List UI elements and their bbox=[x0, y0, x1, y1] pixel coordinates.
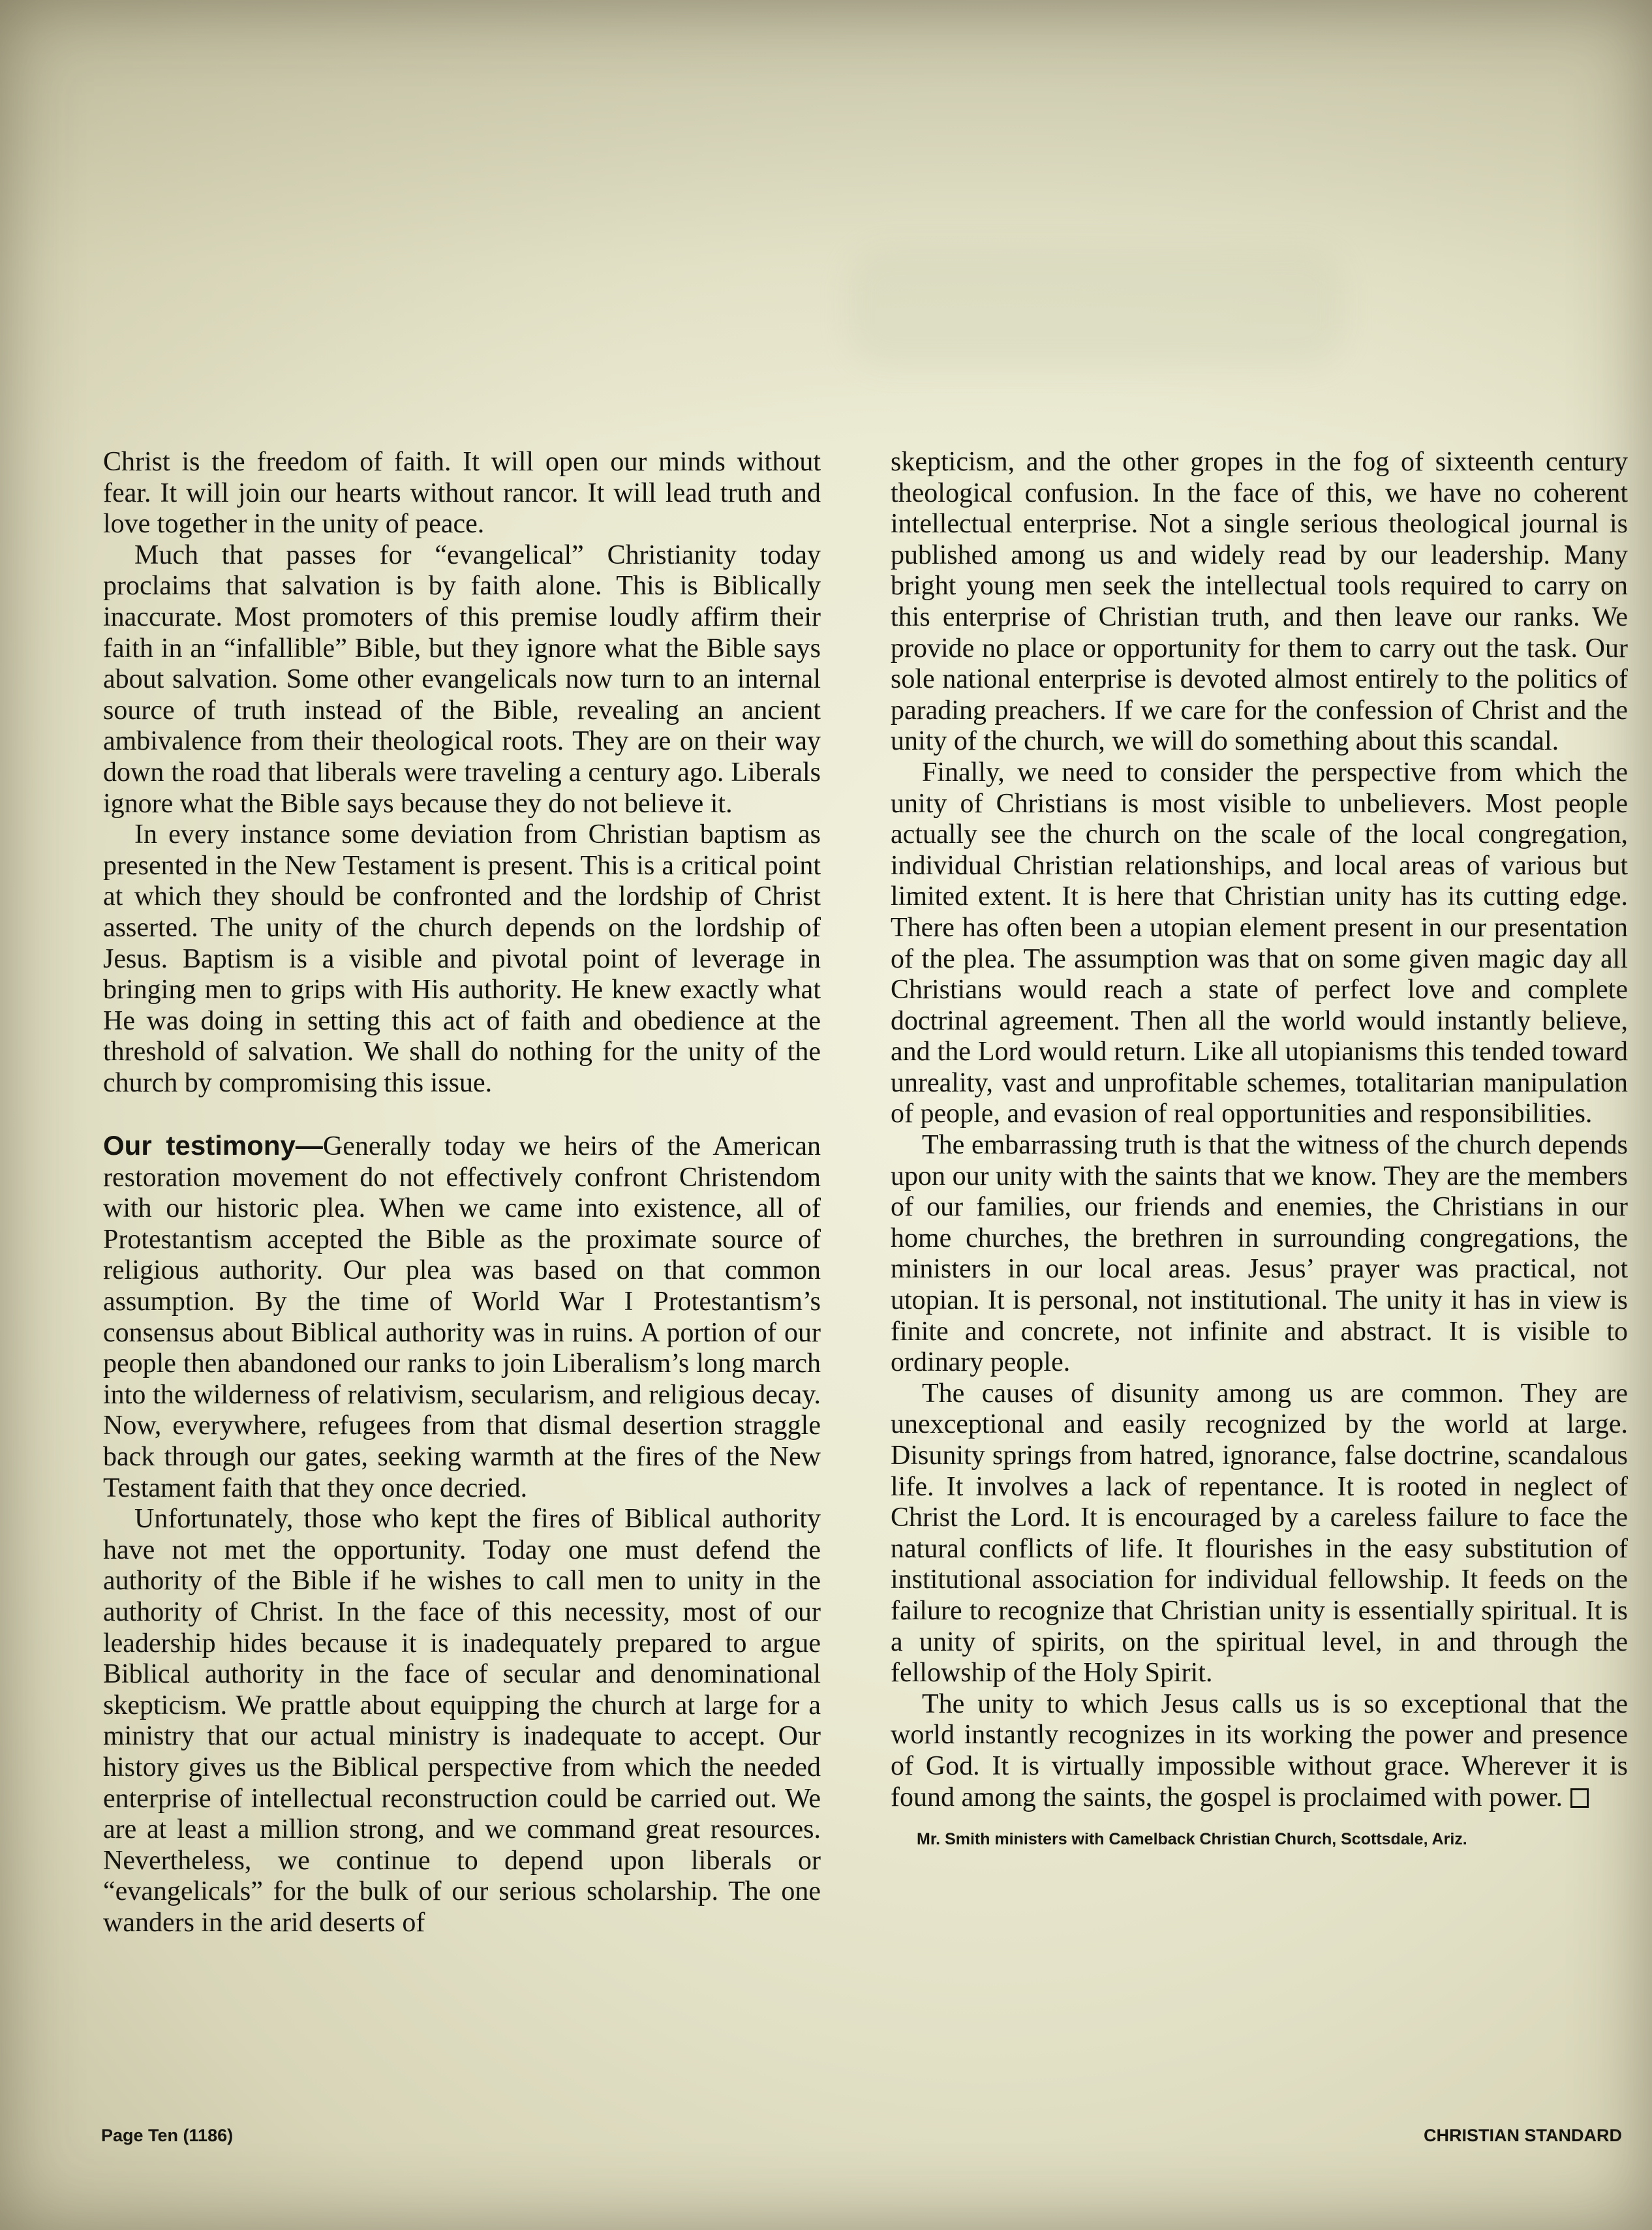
page-label: Page Ten (1186) bbox=[101, 2126, 234, 2145]
publication-name: CHRISTIAN STANDARD bbox=[1424, 2126, 1622, 2145]
paragraph: The embarrassing truth is that the witness of the church depends upon our unity with the saints that we know. They are the members of our families, our friends and enemies, the Christians in our home churches, the brethren in surrounding congregations, the ministers in our local areas. Jesus’ prayer was practical, not utopian. It is personal, not institutional. The unity it has in view is finite and concrete, not infinite and abstract. It is visible to ordinary people. bbox=[891, 1130, 1628, 1378]
section-paragraph bbox=[103, 1130, 821, 1504]
paragraph: In every instance some deviation from Christian baptism as presented in the New Testament is present. This is a critical point at which they should be confronted and the lordship of Christ asserted. The unity of the church depends on the lordship of Jesus. Baptism is a visible and pivotal point of leverage in bringing men to grips with His authority. He knew exactly what He was doing in setting this act of faith and obedience at the threshold of salvation. We shall do nothing for the unity of the church by compromising this issue. bbox=[103, 819, 821, 1098]
right-column bbox=[891, 447, 1628, 1850]
author-bio: Mr. Smith ministers with Camelback Christian Church, Scottsdale, Ariz. bbox=[917, 1830, 1467, 1849]
left-column bbox=[103, 447, 821, 1939]
paragraph: Unfortunately, those who kept the fires of Biblical authority have not met the opportunity. Today one must defend the authority of the Bible if he wishes to call men to unity in the authority of Christ. In the face of this necessity, most of our leadership hides because it is inadequately prepared to argue Biblical authority in the face of secular and denominational skepticism. We prattle about equipping the church at large for a ministry that our actual ministry is inadequate to accept. Our history gives us the Biblical perspective from which the needed enterprise of intellectual reconstruction could be carried out. We are at least a million strong, and we command great resources. Nevertheless, we continue to depend upon liberals or “evangelicals” for the bulk of our serious scholarship. The one wanders in the arid deserts of bbox=[103, 1504, 821, 1938]
paragraph: The causes of disunity among us are common. They are unexceptional and easily recognized by the world at large. Disunity springs from hatred, ignorance, false doctrine, scandalous life. It involves a lack of repentance. It is rooted in neglect of Christ the Lord. It is encouraged by a careless failure to face the natural conflicts of life. It flourishes in the easy substitution of institutional association for individual fellowship. It feeds on the failure to recognize that Christian unity is essentially spiritual. It is a unity of spirits, on the spiritual level, in and through the fellowship of the Holy Spirit. bbox=[891, 1378, 1628, 1688]
section-body: Generally today we heirs of the American restoration movement do not effectively confront Christendom with our historic plea. When we came into existence, all of Protestantism accepted the Bible as the proximate source of religious authority. Our plea was based on that common assumption. By the time of World War I Protestantism’s consensus about Biblical authority was in ruins. A portion of our people then abandoned our ranks to join Liberalism’s long march into the wilderness of relativism, secularism, and religious decay. Now, everywhere, refugees from that dismal desertion straggle back through our gates, seeking warmth at the fires of the New Testament faith that they once decried. bbox=[103, 1131, 821, 1503]
paragraph: Much that passes for “evangelical” Christianity today proclaims that salvation is by faith alone. This is Biblically inaccurate. Most promoters of this premise loudly affirm their faith in an “infallible” Bible, but they ignore what the Bible says about salvation. Some other evangelicals now turn to an internal source of truth instead of the Bible, revealing an ancient ambivalence from their theological roots. They are on their way down the road that liberals were traveling a century ago. Liberals ignore what the Bible says because they do not believe it. bbox=[103, 540, 821, 819]
final-paragraph bbox=[891, 1689, 1628, 1813]
paragraph: Christ is the freedom of faith. It will open our minds without fear. It will join our hearts without rancor. It will lead truth and love together in the unity of peace. bbox=[103, 447, 821, 540]
end-mark-icon bbox=[1570, 1788, 1589, 1808]
paragraph: Finally, we need to consider the perspective from which the unity of Christians is most visible to unbelievers. Most people actually see the church on the scale of the local congregation, individual Christian relationships, and local areas of various but limited extent. It is here that Christian unity has its cutting edge. There has often been a utopian element present in our presentation of the plea. The assumption was that on some given magic day all Christians would reach a state of perfect love and complete doctrinal agreement. Then all the world would instantly believe, and the Lord would return. Like all utopianisms this tended toward unreality, vast and unprofitable schemes, totalitarian manipulation of people, and evasion of real opportunities and responsibilities. bbox=[891, 757, 1628, 1129]
section-heading: Our testimony— bbox=[103, 1130, 323, 1161]
faded-header-area bbox=[0, 0, 1652, 444]
paragraph: skepticism, and the other gropes in the fog of sixteenth century theological confusion. In the face of this, we have no coherent intellectual enterprise. Not a single serious theological journal is published among us and widely read by our leadership. Many bright young men seek the intellectual tools required to carry on this enterprise of Christian truth, and then leave our ranks. We provide no place or opportunity for them to carry out the task. Our sole national enterprise is devoted almost entirely to the politics of parading preachers. If we care for the confession of Christ and the unity of the church, we will do something about this scandal. bbox=[891, 447, 1628, 757]
final-paragraph-text: The unity to which Jesus calls us is so exceptional that the world instantly recognizes in its working the power and presence of God. It is virtually impossible without grace. Wherever it is found among the saints, the gospel is proclaimed with power. bbox=[891, 1688, 1628, 1812]
faded-title-ghost bbox=[848, 248, 1344, 365]
